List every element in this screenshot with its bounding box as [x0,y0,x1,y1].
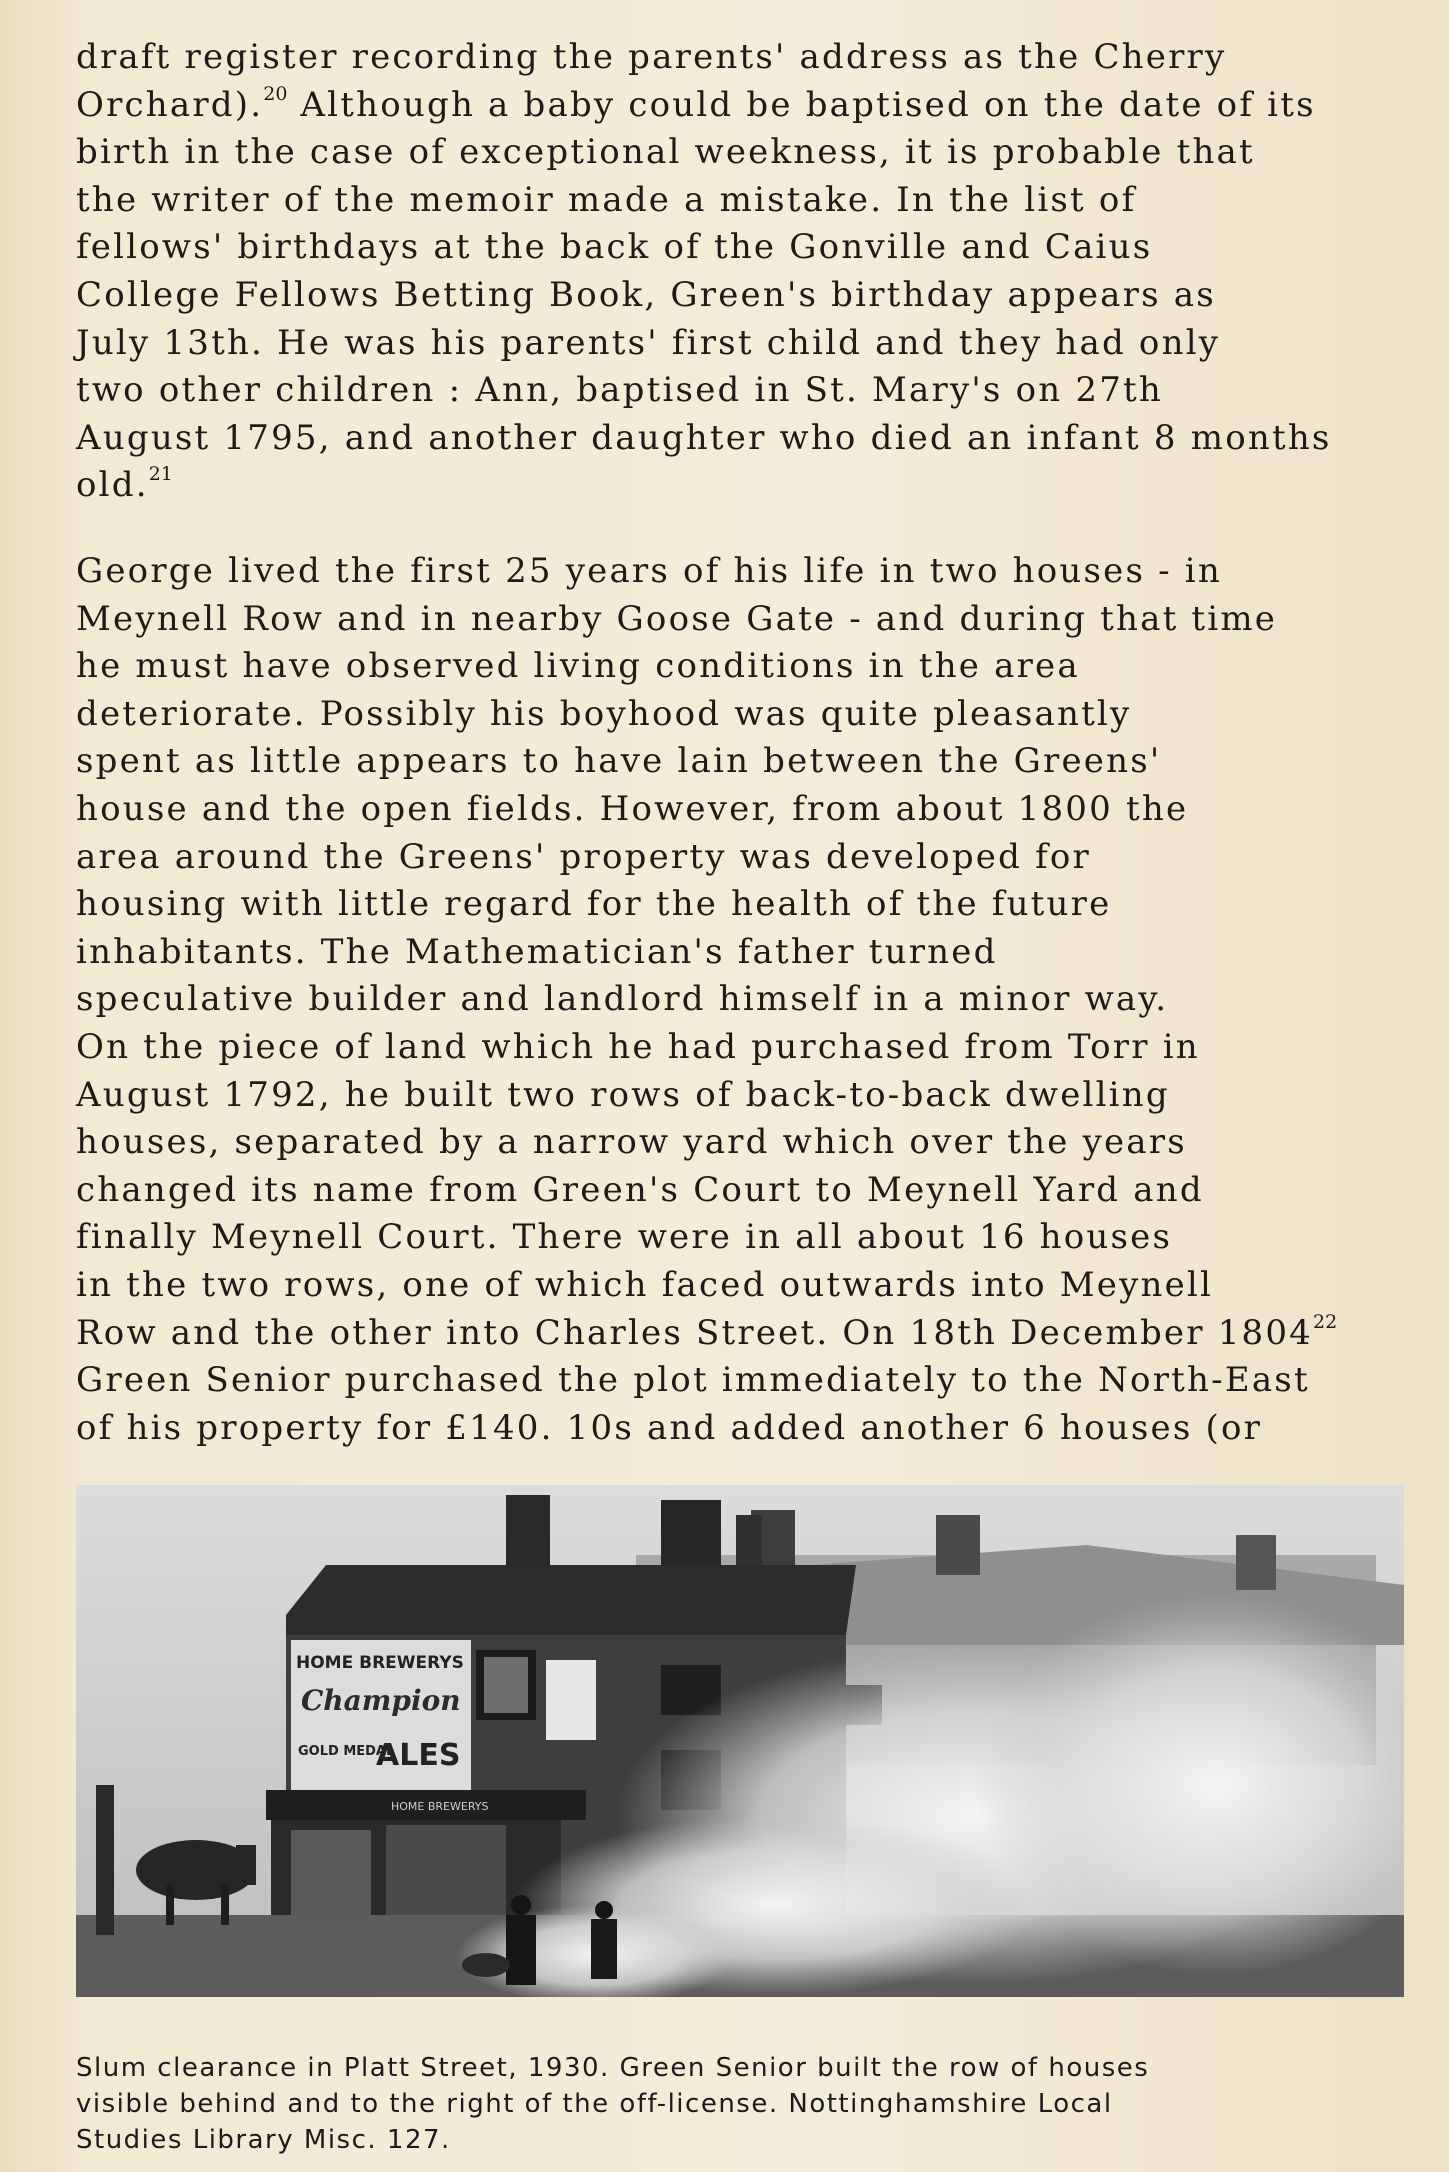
text-line: houses, separated by a narrow yard which over the years [76,1122,1187,1163]
sign-brewery: HOME BREWERYS [296,1653,464,1673]
text-line: in the two rows, one of which faced outwards into Meynell [76,1264,1214,1305]
text-line: fellows' birthdays at the back of the Gonville and Caius [76,227,1153,268]
text-line: old.$^{21}$ [76,463,173,506]
text-line: Orchard).$^{20}$ Although a baby could be baptised on the date of its [76,82,1316,125]
caption-line: Studies Library Misc. 127. [76,2125,451,2155]
paragraph-birth-record [76,34,1406,510]
text-line: finally Meynell Court. There were in all about 16 houses [76,1217,1173,1258]
text-line: house and the open fields. However, from about 1800 the [76,788,1189,829]
caption-line: visible behind and to the right of the off-license. Nottinghamshire Local [76,2089,1113,2119]
text-line: area around the Greens' property was developed for [76,836,1091,877]
text-line: changed its name from Green's Court to Meynell Yard and [76,1169,1204,1210]
footnote-ref-21: 21 [148,463,173,486]
text-line: On the piece of land which he had purchased from Torr in [76,1026,1200,1067]
text-line: he must have observed living conditions in the area [76,646,1080,687]
photo-caption [76,2050,1406,2158]
text-line: August 1792, he built two rows of back-to-back dwelling [76,1074,1170,1115]
platt-street-photo [76,1485,1404,1997]
text-line: the writer of the memoir made a mistake. In the list of [76,179,1137,220]
text-line: July 13th. He was his parents' first child and they had only [76,322,1221,363]
text-line: draft register recording the parents' address as the Cherry [76,37,1227,77]
footnote-ref-20: 20 [263,82,288,105]
text-line: two other children : Ann, baptised in St. Mary's on 27th [76,370,1163,411]
text-line: August 1795, and another daughter who died an infant 8 months [76,417,1332,458]
sign-champion: Champion [301,1684,461,1717]
caption-line: Slum clearance in Platt Street, 1930. Green Senior built the row of houses [76,2053,1150,2083]
text-line: spent as little appears to have lain between the Greens' [76,741,1162,782]
text-line: deteriorate. Possibly his boyhood was quite pleasantly [76,693,1132,734]
sign-gold-medal: GOLD MEDAL [298,1744,395,1759]
shopfront-sign: HOME BREWERYS [391,1800,489,1813]
text-line: George lived the first 25 years of his life in two houses - in [76,551,1222,591]
text-line: College Fellows Betting Book, Green's birthday appears as [76,274,1216,315]
text-line: inhabitants. The Mathematician's father turned [76,931,998,972]
sign-ales: ALES [376,1738,461,1773]
text-line: Green Senior purchased the plot immediately to the North-East [76,1360,1310,1401]
footnote-ref-22: 22 [1313,1310,1338,1333]
text-line: Row and the other into Charles Street. On 18th December 1804$^{22}$ [76,1310,1338,1353]
text-line: speculative builder and landlord himself in a minor way. [76,979,1169,1020]
text-line: housing with little regard for the health of the future [76,884,1112,925]
photo-illustration [76,1485,1404,1997]
paragraph-meynell-row [76,548,1406,1452]
text-line: birth in the case of exceptional weekness, it is probable that [76,132,1255,173]
text-line: of his property for £140. 10s and added another 6 houses (or [76,1407,1263,1448]
text-line: Meynell Row and in nearby Goose Gate - and during that time [76,598,1278,639]
